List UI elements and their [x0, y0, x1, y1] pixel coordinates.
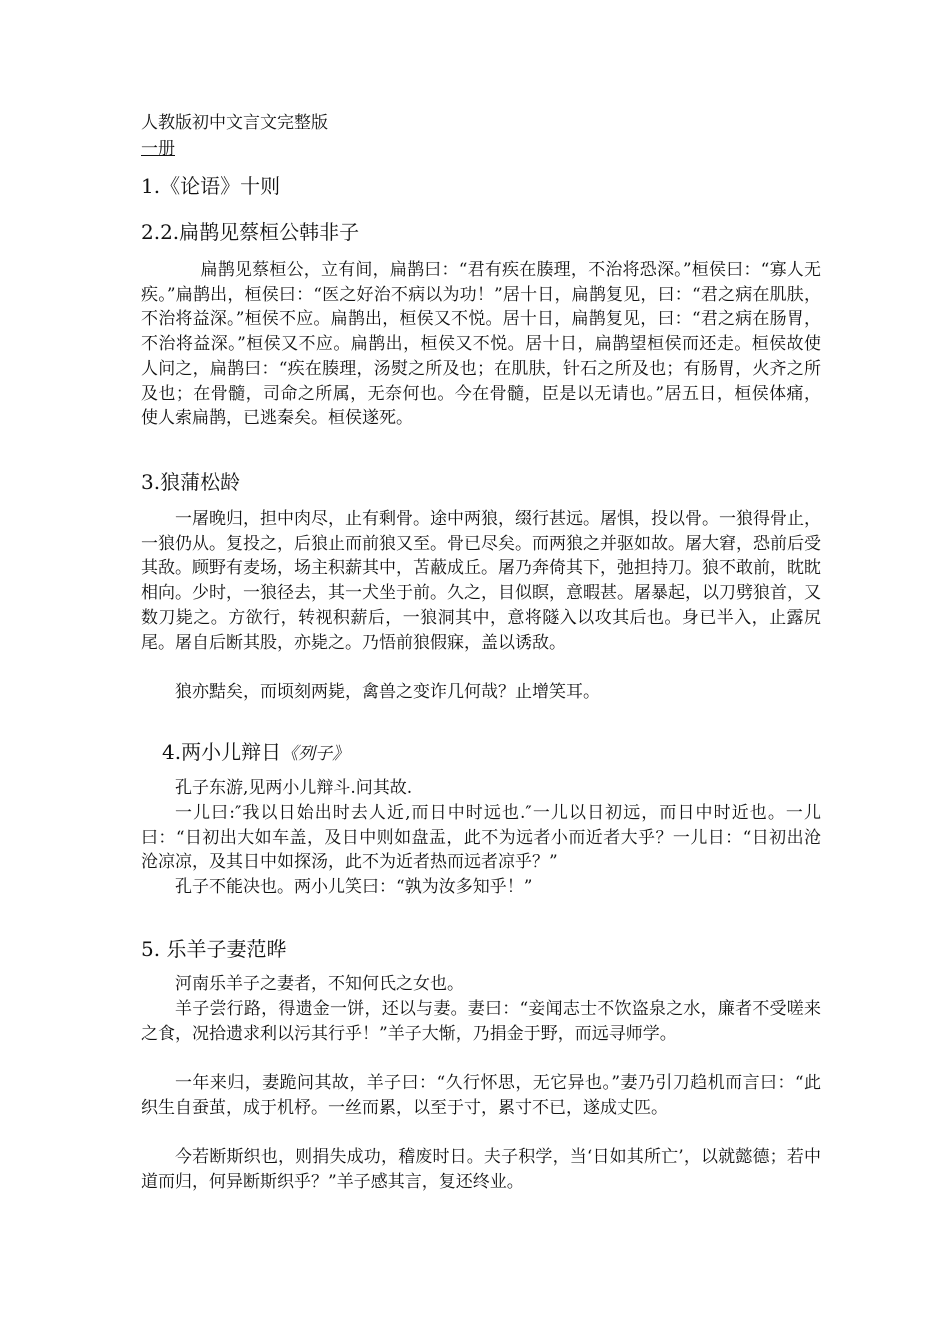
section-3-paragraph-1: 一屠晚归，担中肉尽，止有剩骨。途中两狼，缀行甚远。屠惧，投以骨。一狼得骨止，一狼仍从。复投之，后狼止而前狼又至。骨已尽矣。而两狼之并驱如故。屠大窘，恐前后受其敌。顾野有麦场，场主积薪其中，苫蔽成丘。屠乃奔倚其下，弛担持刀。狼不敢前，眈眈相向。少时，一狼径去，其一犬坐于前。久之，目似瞑，意暇甚。屠暴起，以刀劈狼首，又数刀毙之。方欲行，转视积薪后，一狼洞其中，意将隧入以攻其后也。身已半入，止露尻尾。屠自后断其股，亦毙之。乃悟前狼假寐，盖以诱敌。	[141, 509, 821, 653]
section-5-paragraph-1: 河南乐羊子之妻者，不知何氏之女也。	[175, 974, 464, 994]
section-4-paragraph-2: 一儿曰:″我以日始出时去人近,而日中时远也.″一儿以日初远，而日中时近也。一儿曰：“日初出大如车盖，及日中则如盘盂，此不为远者小而近者大乎？一儿日：“日初出沧沧凉凉，及其日中如探汤，此不为近者热而远者凉乎？”	[141, 803, 821, 873]
section-heading-4	[162, 738, 349, 768]
document-title: 人教版初中文言文完整版	[141, 113, 328, 133]
section-4-paragraph-3: 孔子不能决也。两小儿笑曰：“孰为汝多知乎！”	[175, 877, 533, 897]
section-5-paragraph-2: 羊子尝行路，得遗金一饼，还以与妻。妻曰：“妾闻志士不饮盗泉之水，廉者不受嗟来之食，况拾遗求利以污其行乎！”羊子大惭，乃捐金于野，而远寻师学。	[141, 999, 821, 1044]
section-4-paragraph-1: 孔子东游,见两小儿辩斗.问其故.	[175, 778, 413, 798]
section-heading-1: 1.《论语》十则	[141, 174, 281, 198]
section-3-paragraph-2: 狼亦黠矣，而顷刻两毙，禽兽之变诈几何哉？止增笑耳。	[175, 682, 600, 702]
section-heading-4-source: 《列子》	[281, 744, 350, 764]
section-heading-3: 3.狼蒲松龄	[141, 470, 241, 494]
section-heading-5: 5. 乐羊子妻范晔	[141, 937, 287, 961]
section-2-paragraph: 扁鹊见蔡桓公，立有间，扁鹊曰：“君有疾在腠理，不治将恐深。”桓侯曰：“寡人无疾。”扁鹊出，桓侯曰：“医之好治不病以为功！”居十日，扁鹊复见，曰：“君之病在肌肤，不治将益深。”桓侯不应。扁鹊出，桓侯又不悦。居十日，扁鹊复见，曰：“君之病在肠胃，不治将益深。”桓侯又不应。扁鹊出，桓侯又不悦。居十日，扁鹊望桓侯而还走。桓侯故使人问之，扁鹊曰：“疾在腠理，汤熨之所及也；在肌肤，针石之所及也；有肠胃，火齐之所及也；在骨髓，司命之所属，无奈何也。今在骨髓，臣是以无请也。”居五日，桓侯体痛，使人索扁鹊，已逃秦矣。桓侯遂死。	[141, 260, 821, 429]
section-heading-2: 2.2.扁鹊见蔡桓公韩非子	[141, 220, 360, 244]
section-5-paragraph-3: 一年来归，妻跪问其故，羊子曰：“久行怀思，无它异也。”妻乃引刀趋机而言曰：“此织生自蚕茧，成于机杼。一丝而累，以至于寸，累寸不已，遂成丈匹。	[141, 1073, 821, 1118]
section-heading-4-title: 4.两小儿辩日	[162, 740, 282, 764]
volume-label: 一册	[141, 139, 175, 159]
section-5-paragraph-4: 今若断斯织也，则捐失成功，稽废时日。夫子积学，当‘日如其所亡’，以就懿德；若中道而归，何异断斯织乎？”羊子感其言，复还终业。	[141, 1147, 821, 1192]
